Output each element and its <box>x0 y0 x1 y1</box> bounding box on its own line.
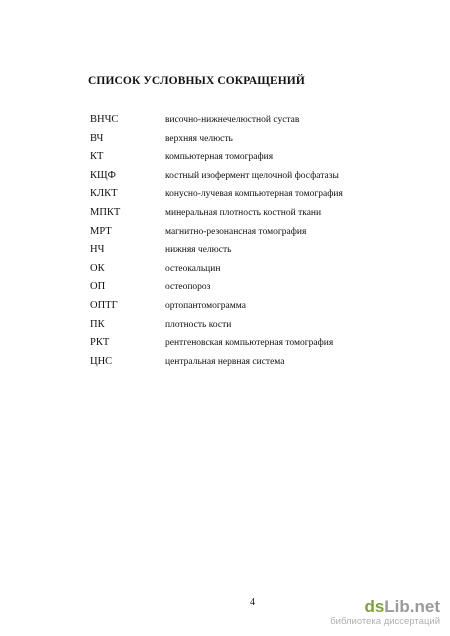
abbreviation-definition: магнитно-резонансная томография <box>165 226 307 237</box>
abbreviation-row <box>0 300 450 319</box>
abbreviation-definition: верхняя челюсть <box>165 133 233 144</box>
abbreviation-row <box>0 319 450 338</box>
abbreviation-term: ОК <box>90 262 105 274</box>
abbreviation-term: НЧ <box>90 244 105 256</box>
abbreviation-definition: плотность кости <box>165 319 232 330</box>
abbreviation-row <box>0 356 450 375</box>
abbreviation-row <box>0 151 450 170</box>
abbreviation-term: ОПТГ <box>90 299 118 311</box>
abbreviation-term: МПКТ <box>90 206 121 218</box>
abbreviation-definition: костный изофермент щелочной фосфатазы <box>165 170 339 181</box>
page-title: СПИСОК УСЛОВНЫХ СОКРАЩЕНИЙ <box>88 75 305 87</box>
abbreviation-definition: рентгеновская компьютерная томография <box>165 338 334 349</box>
abbreviation-list <box>0 114 450 374</box>
abbreviation-definition: остеопороз <box>165 282 211 293</box>
abbreviation-row <box>0 226 450 245</box>
abbreviation-term: КЛКТ <box>90 188 118 200</box>
abbreviation-row <box>0 337 450 356</box>
abbreviation-definition: компьютерная томография <box>165 152 274 163</box>
abbreviation-row <box>0 263 450 282</box>
abbreviation-definition: остеокальцин <box>165 263 221 274</box>
abbreviation-term: РКТ <box>90 337 110 349</box>
watermark-brand-suffix: Lib.net <box>384 597 440 616</box>
page-number: 4 <box>250 597 255 608</box>
watermark-brand <box>320 598 440 616</box>
abbreviation-definition: височно-нижнечелюстной сустав <box>165 115 300 125</box>
abbreviation-row <box>0 281 450 300</box>
abbreviation-term: ОП <box>90 281 106 293</box>
abbreviation-row <box>0 114 450 133</box>
watermark-tagline: библиотека диссертаций <box>330 616 440 627</box>
abbreviation-term: ПК <box>90 318 105 330</box>
watermark-brand-prefix: ds <box>364 597 385 616</box>
abbreviation-definition: ортопантомограмма <box>165 300 246 311</box>
abbreviation-term: КТ <box>90 151 104 163</box>
abbreviation-row <box>0 207 450 226</box>
abbreviation-row <box>0 170 450 189</box>
abbreviation-term: КЩФ <box>90 169 116 181</box>
abbreviation-term: МРТ <box>90 225 112 237</box>
abbreviation-row <box>0 244 450 263</box>
abbreviation-definition: центральная нервная система <box>165 356 285 367</box>
abbreviation-definition: нижняя челюсть <box>165 245 232 256</box>
abbreviation-term: ЦНС <box>90 355 113 367</box>
abbreviation-row <box>0 188 450 207</box>
abbreviation-term: ВНЧС <box>90 114 119 125</box>
abbreviation-row <box>0 133 450 152</box>
abbreviation-term: ВЧ <box>90 132 104 144</box>
dslib-watermark <box>320 598 440 628</box>
abbreviation-definition: минеральная плотность костной ткани <box>165 207 322 218</box>
abbreviation-definition: конусно-лучевая компьютерная томография <box>165 189 343 200</box>
